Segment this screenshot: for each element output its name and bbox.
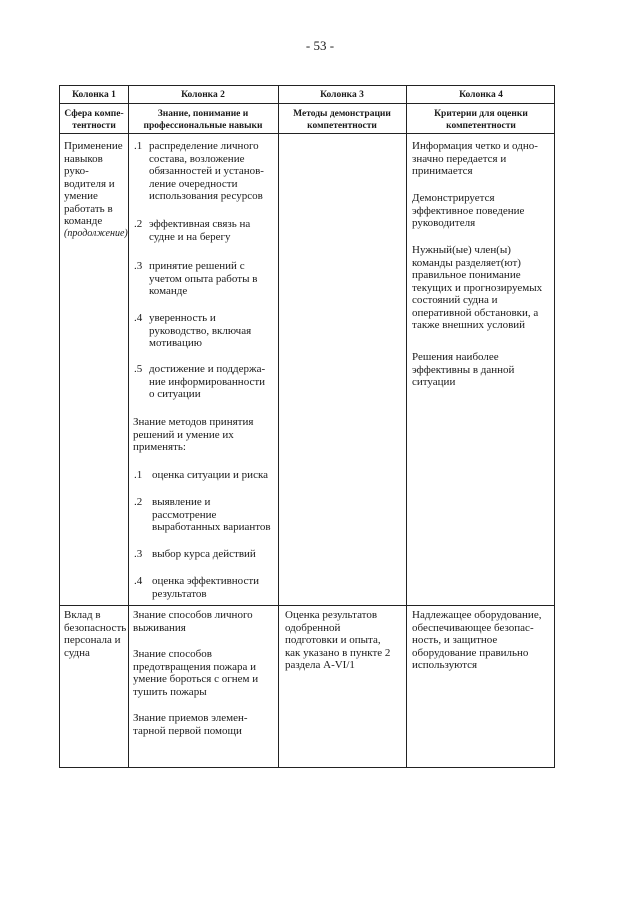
text-line: решений и умение их xyxy=(133,428,234,441)
skill-item xyxy=(149,140,277,203)
text-line: обеспечивающее безопас- xyxy=(412,621,534,634)
text-line: эффективны в данной xyxy=(412,363,515,376)
text-line: Нужный(ые) член(ы) xyxy=(412,244,511,256)
subheader-line: Критерии для оценки xyxy=(434,109,528,119)
text-line: мотивацию xyxy=(149,337,202,349)
criteria-paragraph xyxy=(412,244,554,332)
subheader-divider xyxy=(60,133,554,134)
header-col4: Колонка 4 xyxy=(459,90,503,100)
text-line: подготовки и опыта, xyxy=(285,634,381,646)
col-divider-2 xyxy=(278,86,279,767)
text-line: Оценка результатов xyxy=(285,609,378,621)
row2-competence xyxy=(64,609,128,659)
continuation-note: (продолжение) xyxy=(64,227,128,239)
row-divider xyxy=(60,605,554,606)
subheader-line: компетентности xyxy=(307,121,377,131)
subheader-col1 xyxy=(60,108,128,132)
text-line: ние информированности xyxy=(149,375,266,388)
text-line: правильное понимание xyxy=(412,269,521,281)
skill-item xyxy=(149,218,277,243)
text-line: уверенность и xyxy=(149,312,216,324)
skill-item xyxy=(149,312,277,350)
text-line: о ситуации xyxy=(149,388,201,400)
criteria-paragraph xyxy=(412,351,554,389)
text-line: раздела A-VI/1 xyxy=(285,659,355,671)
text-line: одобренной xyxy=(285,621,341,634)
text-line: результатов xyxy=(152,587,207,600)
item-number: .2 xyxy=(134,496,143,508)
text-line: Знание методов принятия xyxy=(133,416,254,428)
text-line: распределение личного xyxy=(149,140,259,152)
text-line: достижение и поддержа- xyxy=(149,363,266,375)
text-line: безопасность xyxy=(64,621,127,634)
text-line: команде xyxy=(149,285,188,297)
text-line: тушить пожары xyxy=(133,685,207,698)
method-item xyxy=(152,496,278,534)
method-item xyxy=(152,469,278,482)
subheader-col4 xyxy=(406,108,556,132)
header-col1: Колонка 1 xyxy=(72,90,116,100)
text-line: руководство, включая xyxy=(149,324,252,337)
text-line: навыков руко- xyxy=(64,152,103,177)
item-number: .5 xyxy=(134,363,143,375)
item-number: .3 xyxy=(134,548,143,560)
text-line: обязанностей и установ- xyxy=(149,165,264,177)
text-line: команды разделяет(ют) xyxy=(412,256,521,269)
text-line: умение бороться с огнем и xyxy=(133,673,259,685)
decision-methods-paragraph xyxy=(133,416,277,454)
text-line: выработанных вариантов xyxy=(152,521,271,533)
subheader-line: профессиональные навыки xyxy=(143,121,263,131)
text-line: предотвращения пожара и xyxy=(133,660,257,673)
text-line: Знание приемов элемен- xyxy=(133,712,248,724)
demonstration-method xyxy=(285,609,405,672)
competence-table xyxy=(59,85,555,768)
text-line: применять: xyxy=(133,441,186,453)
text-line: ность, и защитное xyxy=(412,634,498,646)
text-line: тарной первой помощи xyxy=(133,724,242,737)
fire-knowledge xyxy=(133,648,277,698)
text-line: Применение xyxy=(64,140,123,152)
text-line: выявление и xyxy=(152,496,211,508)
text-line: оборудование правильно xyxy=(412,646,529,659)
text-line: выбор курса действий xyxy=(152,548,256,560)
method-item xyxy=(152,575,278,600)
text-line: выживания xyxy=(133,621,186,634)
subheader-col2 xyxy=(128,108,278,132)
page-number: - 53 - xyxy=(305,38,335,53)
text-line: также внешних условий xyxy=(412,319,526,331)
skill-item xyxy=(149,363,277,401)
text-line: текущих и прогнозируемых xyxy=(412,281,543,294)
criteria-paragraph xyxy=(412,140,554,178)
text-line: Надлежащее оборудование, xyxy=(412,609,542,621)
item-number: .2 xyxy=(134,218,143,230)
subheader-col3 xyxy=(278,108,406,132)
col-divider-1 xyxy=(128,86,129,767)
text-line: состава, возложение xyxy=(149,152,245,165)
text-line: работать в xyxy=(64,202,113,215)
header-col3: Колонка 3 xyxy=(320,90,364,100)
text-line: Информация четко и одно- xyxy=(412,140,538,152)
text-line: персонала и xyxy=(64,634,121,646)
text-line: оперативной обстановки, а xyxy=(412,306,539,319)
text-line: водителя и xyxy=(64,177,115,190)
text-line: эффективная связь на xyxy=(149,218,251,230)
text-line: Знание способов личного xyxy=(133,609,253,621)
criteria-paragraph xyxy=(412,192,554,230)
text-line: значно передается и xyxy=(412,152,507,165)
text-line: оценка ситуации и риска xyxy=(152,469,269,481)
item-number: .1 xyxy=(134,469,143,481)
text-line: команде xyxy=(64,215,103,227)
row1-competence xyxy=(64,140,128,240)
text-line: ситуации xyxy=(412,376,456,388)
text-line: Решения наиболее xyxy=(412,351,499,363)
item-number: .1 xyxy=(134,140,143,152)
text-line: эффективное поведение xyxy=(412,204,525,217)
item-number: .4 xyxy=(134,575,143,587)
text-line: Знание способов xyxy=(133,648,212,660)
text-line: как указано в пункте 2 xyxy=(285,646,391,659)
text-line: ление очередности xyxy=(149,177,238,190)
text-line: оценка эффективности xyxy=(152,575,260,587)
col-divider-3 xyxy=(406,86,407,767)
text-line: Вклад в xyxy=(64,609,101,621)
item-number: .3 xyxy=(134,260,143,272)
text-line: используются xyxy=(412,659,478,671)
text-line: рассмотрение xyxy=(152,508,217,521)
text-line: судне и на берегу xyxy=(149,230,231,243)
text-line: умение xyxy=(64,190,98,202)
subheader-line: компетентности xyxy=(446,121,516,131)
text-line: Демонстрируется xyxy=(412,192,495,204)
text-line: руководителя xyxy=(412,217,476,229)
evaluation-criteria xyxy=(412,609,554,672)
survival-knowledge xyxy=(133,609,277,634)
item-number: .4 xyxy=(134,312,143,324)
text-line: принятие решений с xyxy=(149,260,245,272)
text-line: учетом опыта работы в xyxy=(149,272,258,285)
header-divider xyxy=(60,103,554,104)
first-aid-knowledge xyxy=(133,712,277,737)
header-col2: Колонка 2 xyxy=(181,90,225,100)
text-line: судна xyxy=(64,646,90,659)
subheader-line: Знание, понимание и xyxy=(157,109,249,119)
method-item xyxy=(152,548,278,561)
text-line: использования ресурсов xyxy=(149,190,263,202)
text-line: принимается xyxy=(412,165,473,177)
skill-item xyxy=(149,260,277,298)
subheader-line: тентности xyxy=(72,121,116,131)
subheader-line: Методы демонстрации xyxy=(293,109,391,119)
subheader-line: Сфера компе- xyxy=(64,109,124,119)
text-line: состояний судна и xyxy=(412,294,498,306)
